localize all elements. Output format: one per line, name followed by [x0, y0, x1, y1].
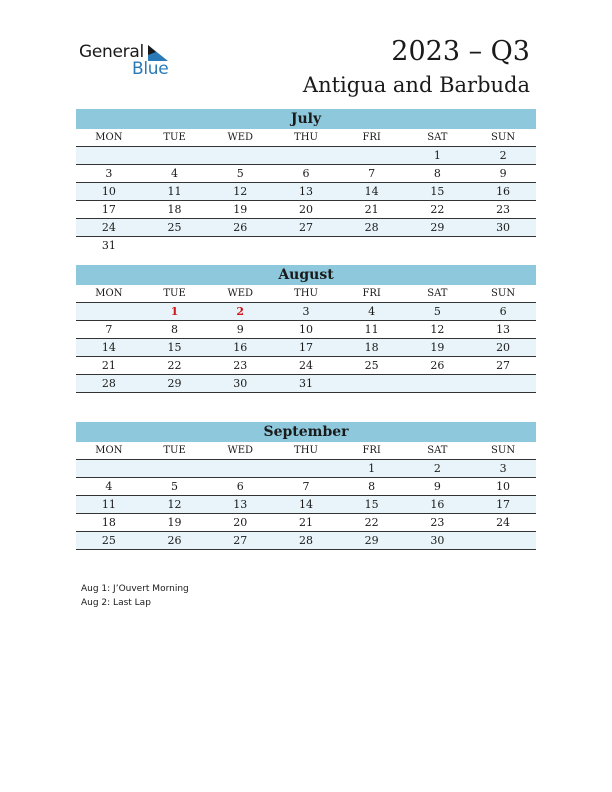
day-cell — [76, 147, 142, 164]
day-cell: 15 — [430, 185, 445, 198]
day-cell: 25 — [364, 359, 379, 372]
day-cell — [339, 237, 405, 254]
day-cell: 6 — [499, 305, 507, 318]
day-cell: 26 — [167, 534, 182, 547]
day-cell: 8 — [171, 323, 179, 336]
day-cell: 31 — [101, 239, 116, 252]
day-cell: 6 — [236, 480, 244, 493]
page-title: 2023 – Q3 — [391, 36, 530, 67]
day-cell: 24 — [496, 516, 511, 529]
weekday-label: THU — [294, 445, 318, 456]
month-calendar-september — [76, 422, 536, 550]
weekday-label: MON — [95, 445, 123, 456]
day-cell: 27 — [233, 534, 248, 547]
week-row — [76, 183, 536, 201]
day-cell: 2 — [433, 462, 441, 475]
week-row — [76, 237, 536, 254]
weekday-header-row — [76, 442, 536, 460]
weekday-label: SAT — [427, 132, 448, 143]
day-cell: 13 — [298, 185, 313, 198]
day-cell — [207, 237, 273, 254]
day-cell: 8 — [433, 167, 441, 180]
day-cell: 20 — [496, 341, 511, 354]
day-cell — [339, 375, 405, 392]
day-cell: 14 — [364, 185, 379, 198]
weekday-label: THU — [294, 288, 318, 299]
day-cell: 29 — [364, 534, 379, 547]
day-cell — [405, 237, 471, 254]
month-calendar-august — [76, 265, 536, 393]
day-cell: 19 — [233, 203, 248, 216]
weekday-label: SAT — [427, 288, 448, 299]
day-cell: 23 — [233, 359, 248, 372]
day-cell: 24 — [298, 359, 313, 372]
day-cell: 12 — [233, 185, 248, 198]
day-cell: 2 — [499, 149, 507, 162]
month-name: September — [76, 422, 536, 442]
day-cell: 11 — [101, 498, 116, 511]
weekday-label: WED — [227, 445, 254, 456]
holiday-note: Aug 2: Last Lap — [81, 598, 151, 608]
day-cell: 20 — [298, 203, 313, 216]
weekday-label: TUE — [163, 132, 186, 143]
day-cell: 3 — [105, 167, 113, 180]
day-cell — [470, 532, 536, 549]
day-cell — [142, 237, 208, 254]
day-cell: 30 — [233, 377, 248, 390]
day-cell: 10 — [101, 185, 116, 198]
day-cell: 23 — [496, 203, 511, 216]
day-cell: 4 — [368, 305, 376, 318]
holiday-day-cell: 1 — [170, 305, 179, 318]
day-cell — [273, 147, 339, 164]
day-cell: 13 — [233, 498, 248, 511]
weekday-label: SUN — [491, 132, 516, 143]
day-cell: 28 — [101, 377, 116, 390]
day-cell — [470, 237, 536, 254]
weekday-label: SAT — [427, 445, 448, 456]
day-cell: 1 — [368, 462, 376, 475]
month-name: August — [76, 265, 536, 285]
week-row — [76, 201, 536, 219]
week-row — [76, 339, 536, 357]
day-cell — [76, 303, 142, 320]
day-cell: 18 — [101, 516, 116, 529]
day-cell — [273, 237, 339, 254]
day-cell: 6 — [302, 167, 310, 180]
weekday-label: TUE — [163, 288, 186, 299]
day-cell: 29 — [167, 377, 182, 390]
week-row — [76, 375, 536, 393]
day-cell: 22 — [167, 359, 182, 372]
day-cell: 10 — [496, 480, 511, 493]
day-cell: 13 — [496, 323, 511, 336]
day-cell: 22 — [364, 516, 379, 529]
day-cell: 4 — [105, 480, 113, 493]
day-cell — [470, 375, 536, 392]
day-cell: 17 — [496, 498, 511, 511]
day-cell — [405, 375, 471, 392]
day-cell: 4 — [171, 167, 179, 180]
week-row — [76, 147, 536, 165]
day-cell: 7 — [368, 167, 376, 180]
day-cell: 5 — [236, 167, 244, 180]
day-cell: 16 — [430, 498, 445, 511]
weekday-header-row — [76, 285, 536, 303]
week-row — [76, 357, 536, 375]
day-cell: 31 — [298, 377, 313, 390]
day-cell: 22 — [430, 203, 445, 216]
day-cell: 14 — [298, 498, 313, 511]
day-cell: 21 — [298, 516, 313, 529]
holiday-day-cell: 2 — [236, 305, 245, 318]
day-cell: 30 — [496, 221, 511, 234]
day-cell — [76, 460, 142, 477]
day-cell: 7 — [105, 323, 113, 336]
day-cell: 16 — [233, 341, 248, 354]
day-cell: 21 — [101, 359, 116, 372]
day-cell: 7 — [302, 480, 310, 493]
logo-word-blue: Blue — [132, 59, 169, 79]
holiday-notes — [81, 582, 189, 610]
day-cell: 10 — [298, 323, 313, 336]
day-cell: 27 — [496, 359, 511, 372]
day-cell — [339, 147, 405, 164]
week-row — [76, 496, 536, 514]
day-cell: 23 — [430, 516, 445, 529]
day-cell: 14 — [101, 341, 116, 354]
holiday-note: Aug 1: J’Ouvert Morning — [81, 584, 189, 594]
day-cell: 9 — [236, 323, 244, 336]
day-cell: 5 — [433, 305, 441, 318]
week-row — [76, 219, 536, 237]
week-row — [76, 321, 536, 339]
weekday-label: WED — [227, 288, 254, 299]
day-cell: 24 — [101, 221, 116, 234]
day-cell — [207, 147, 273, 164]
weekday-header-row — [76, 129, 536, 147]
week-row — [76, 532, 536, 550]
day-cell: 11 — [167, 185, 182, 198]
day-cell: 12 — [430, 323, 445, 336]
day-cell: 3 — [499, 462, 507, 475]
weekday-label: FRI — [362, 445, 381, 456]
logo — [79, 42, 179, 82]
day-cell — [207, 460, 273, 477]
day-cell — [142, 460, 208, 477]
weekday-label: MON — [95, 288, 123, 299]
weekday-label: FRI — [362, 132, 381, 143]
day-cell: 15 — [364, 498, 379, 511]
weekday-label: TUE — [163, 445, 186, 456]
day-cell: 19 — [167, 516, 182, 529]
day-cell: 28 — [364, 221, 379, 234]
day-cell: 16 — [496, 185, 511, 198]
day-cell: 17 — [298, 341, 313, 354]
weekday-label: MON — [95, 132, 123, 143]
day-cell: 8 — [368, 480, 376, 493]
day-cell: 9 — [433, 480, 441, 493]
day-cell — [273, 460, 339, 477]
week-row — [76, 478, 536, 496]
day-cell: 20 — [233, 516, 248, 529]
day-cell: 12 — [167, 498, 182, 511]
day-cell: 3 — [302, 305, 310, 318]
day-cell: 26 — [233, 221, 248, 234]
day-cell: 18 — [167, 203, 182, 216]
day-cell: 5 — [171, 480, 179, 493]
week-row — [76, 514, 536, 532]
weekday-label: SUN — [491, 288, 516, 299]
week-row — [76, 303, 536, 321]
day-cell: 9 — [499, 167, 507, 180]
day-cell: 26 — [430, 359, 445, 372]
day-cell: 21 — [364, 203, 379, 216]
weekday-label: WED — [227, 132, 254, 143]
day-cell: 1 — [433, 149, 441, 162]
day-cell: 28 — [298, 534, 313, 547]
weekday-label: FRI — [362, 288, 381, 299]
day-cell: 25 — [101, 534, 116, 547]
week-row — [76, 460, 536, 478]
day-cell: 29 — [430, 221, 445, 234]
weekday-label: THU — [294, 132, 318, 143]
day-cell: 25 — [167, 221, 182, 234]
day-cell: 17 — [101, 203, 116, 216]
logo-word-general: General — [79, 42, 144, 62]
day-cell — [142, 147, 208, 164]
week-row — [76, 165, 536, 183]
day-cell: 15 — [167, 341, 182, 354]
day-cell: 19 — [430, 341, 445, 354]
day-cell: 18 — [364, 341, 379, 354]
day-cell: 27 — [298, 221, 313, 234]
month-name: July — [76, 109, 536, 129]
page-subtitle: Antigua and Barbuda — [302, 73, 530, 97]
day-cell: 30 — [430, 534, 445, 547]
weekday-label: SUN — [491, 445, 516, 456]
day-cell: 11 — [364, 323, 379, 336]
month-calendar-july — [76, 109, 536, 254]
